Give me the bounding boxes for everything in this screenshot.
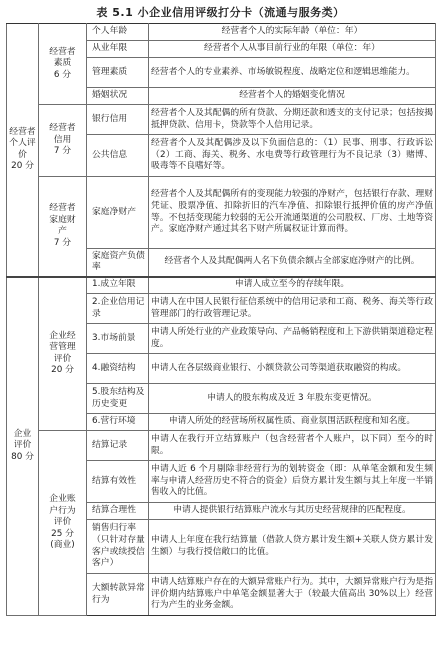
- desc-cell: 申请人结算账户存在的大额异常账户行为。其中，大额异常账户行为是指评价期内结算账户中单笔金额显著大于（较最大值高出 30%以上）经营行为产生的业务金额。: [149, 574, 436, 616]
- desc-cell: 经营者个人及其配偶涉及以下负面信息的：（1）民事、刑事、行政诉讼（2）工商、海关、税务、水电费等行政管理行为不良记录（3）赌博、吸毒等不良嗜好等。: [149, 135, 436, 177]
- item-cell: 银行信用: [87, 105, 149, 135]
- section-label: 企业 评价 80 分: [7, 277, 39, 616]
- item-cell: 3.市场前景: [87, 324, 149, 354]
- desc-cell: 申请人在我行开立结算账户（包含经营者个人账户，以下同）至今的时限。: [149, 431, 436, 461]
- group-label: 企业账 户行为 评价 25 分 (商业): [39, 431, 87, 616]
- item-cell: 4.融资结构: [87, 354, 149, 384]
- desc-cell: 申请人提供银行结算账户流水与其历史经营规律的匹配程度。: [149, 503, 436, 520]
- item-cell: 家庭资产负债率: [87, 249, 149, 277]
- item-cell: 结算合理性: [87, 503, 149, 520]
- item-cell: 6.营行环境: [87, 414, 149, 431]
- desc-cell: 经营者个人及其配偶的所有贷款、分期还款和透支的支付记录；包括按揭抵押贷款、信用卡，贷款等个人信用记录。: [149, 105, 436, 135]
- desc-cell: 申请人在各层级商业银行、小额贷款公司等渠道获取融资的构成。: [149, 354, 436, 384]
- desc-cell: 申请人所处行业的产业政策导向、产品畅销程度和上下游供销渠道稳定程度。: [149, 324, 436, 354]
- table-row: [7, 277, 436, 294]
- desc-cell: 经营者个人从事目前行业的年限（单位：年）: [149, 41, 436, 58]
- item-cell: 1.成立年限: [87, 277, 149, 294]
- item-cell: 家庭净财产: [87, 177, 149, 249]
- table-row: [7, 177, 436, 249]
- item-cell: 大额转款异常行为: [87, 574, 149, 616]
- desc-cell: 申请人近 6 个月剔除非经营行为的划转资金（即：从单笔金额和发生频率与申请人经营历史不符合的资金）后贷方累计发生额与其上年度一半销售收入的比值。: [149, 461, 436, 503]
- desc-cell: 经营者个人及其配偶两人名下负债余额占全部家庭净财产的比例。: [149, 249, 436, 277]
- desc-cell: 经营者个人的婚姻变化情况: [149, 88, 436, 105]
- item-cell: 婚姻状况: [87, 88, 149, 105]
- section-label: 经营者个人评价 20 分: [7, 24, 39, 277]
- item-cell: 结算记录: [87, 431, 149, 461]
- group-label: 经营者 素质 6 分: [39, 24, 87, 105]
- desc-cell: 申请人所处的经营场所权属性质、商业氛围活跃程度和知名度。: [149, 414, 436, 431]
- desc-cell: 经营者个人及其配偶所有的变现能力较强的净财产，包括银行存款、理财凭证、股票净值、扣除折旧的汽车净值、扣除银行抵押价值的房产净值等。不包括变现能力较弱的无公开流通渠道的公司股权、厂房、土地等资产。家庭净财产通过其名下财产所属权证计算而得。: [149, 177, 436, 249]
- group-label: 企业经 营管理 评价 20 分: [39, 277, 87, 431]
- table-title: 表 5.1 小企业信用评级打分卡（流通与服务类）: [96, 6, 345, 19]
- desc-cell: 申请人上年度在我行结算量（借款人贷方累计发生额+关联人贷方累计发生额）与我行授信敞口的比值。: [149, 520, 436, 574]
- item-cell: 个人年龄: [87, 24, 149, 41]
- item-cell: 销售归行率（只针对存量客户或续授信客户）: [87, 520, 149, 574]
- group-label: 经营者 家庭财 产 7 分: [39, 177, 87, 277]
- desc-cell: 申请人成立至今的存续年限。: [149, 277, 436, 294]
- table-row: [7, 431, 436, 461]
- group-label: 经营者 信用 7 分: [39, 105, 87, 177]
- scorecard-table: [6, 23, 436, 616]
- desc-cell: 申请人在中国人民银行征信系统中的信用记录和工商、税务、海关等行政管理部门的行政管理记录。: [149, 294, 436, 324]
- table-row: [7, 105, 436, 135]
- item-cell: 结算有效性: [87, 461, 149, 503]
- item-cell: 2.企业信用记录: [87, 294, 149, 324]
- item-cell: 从业年限: [87, 41, 149, 58]
- item-cell: 公共信息: [87, 135, 149, 177]
- desc-cell: 经营者个人的实际年龄（单位：年）: [149, 24, 436, 41]
- item-cell: 5.股东结构及历史变更: [87, 384, 149, 414]
- desc-cell: 经营者个人的专业素养、市场敏锐程度、战略定位和逻辑思维能力。: [149, 58, 436, 88]
- table-row: [7, 24, 436, 41]
- item-cell: 管理素质: [87, 58, 149, 88]
- desc-cell: 申请人的股东构成及近 3 年股东变更情况。: [149, 384, 436, 414]
